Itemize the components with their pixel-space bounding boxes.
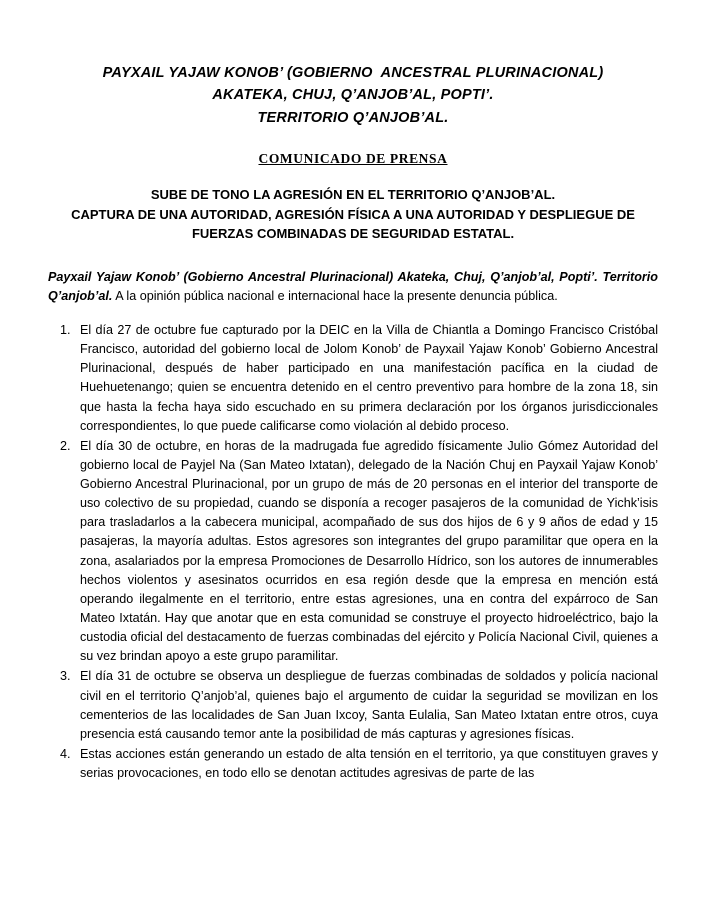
subtitle-line-2: CAPTURA DE UNA AUTORIDAD, AGRESIÓN FÍSICA A UNA AUTORIDAD Y DESPLIEGUE DE <box>71 206 635 222</box>
document-title <box>48 62 658 129</box>
list-item: 1. El día 27 de octubre fue capturado por la DEIC en la Villa de Chiantla a Domingo Francisco Cristóbal Francisco, autoridad del gobierno local de Jolom Konob’ de Payxail Yajaw Konob’ Gobierno Ancestral Plurinacional, después de haber participado en una manifestación pacífica en la ciudad de Huehuetenango; quien se encuentra detenido en el centro preventivo para hombre de la zona 18, sin que hasta la fecha haya sido escuchado en su primera declaración por los órganos jurisdiccionales correspondientes, lo que puede calificarse como violación al debido proceso. <box>74 321 658 436</box>
subtitle-line-3: FUERZAS COMBINADAS DE SEGURIDAD ESTATAL. <box>191 226 515 242</box>
lead-emphasis: Payxail Yajaw Konob’ (Gobierno Ancestral Plurinacional) Akateka, Chuj, Q’anjob’al, Popti’. Territorio Q’anjob’al. <box>48 269 658 304</box>
document-subtitle <box>48 185 658 244</box>
lead-paragraph <box>48 268 658 307</box>
numbered-list <box>48 321 658 783</box>
lead-rest: A la opinión pública nacional e internacional hace la presente denuncia pública. <box>112 289 558 304</box>
list-item: 3. El día 31 de octubre se observa un despliegue de fuerzas combinadas de soldados y policía nacional civil en el territorio Q’anjob’al, quienes bajo el argumento de cuidar la seguridad se movilizan en los cementerios de las localidades de San Juan Ixcoy, Santa Eulalia, San Mateo Ixtatan entre otros, cuya presencia está causando temor ante la posibilidad de más capturas y agresiones físicas. <box>74 667 658 744</box>
title-line-1: PAYXAIL YAJAW KONOB’ (GOBIERNO ANCESTRAL PLURINACIONAL) <box>102 65 604 81</box>
subtitle-line-1: SUBE DE TONO LA AGRESIÓN EN EL TERRITORIO Q’ANJOB’AL. <box>150 187 556 203</box>
title-line-2: AKATEKA, CHUJ, Q’ANJOB’AL, POPTI’. <box>212 87 494 104</box>
list-item: 4. Estas acciones están generando un estado de alta tensión en el territorio, ya que constituyen graves y serias provocaciones, en todo ello se denotan actitudes agresivas de parte de las <box>74 745 658 783</box>
title-line-3: TERRITORIO Q’ANJOB’AL. <box>257 109 449 126</box>
list-item: 2. El día 30 de octubre, en horas de la madrugada fue agredido físicamente Julio Gómez Autoridad del gobierno local de Payjel Na (San Mateo Ixtatan), delegado de la Nación Chuj en Payxail Yajaw Konob’ Gobierno Ancestral Plurinacional, por un grupo de más de 20 personas en el interior del transporte de uso colectivo de su propiedad, cuando se disponía a recoger pasajeros de la comunidad de Yichk’isis para trasladarlos a la cabecera municipal, acompañado de sus dos hijos de 6 y 9 años de edad y 15 pasajeras, la mayoría adultas. Estos agresores son integrantes del grupo paramilitar que opera en la zona, asalariados por la empresa Promociones de Desarrollo Hídrico, son los autores de innumerables hechos violentos y asesinatos ocurridos en esa región desde que la empresa en mención está operando ilegalmente en el territorio, entre estas agresiones, una en contra del expárroco de San Mateo Ixtatán. Hay que anotar que en esta comunidad se construye el proyecto hidroeléctrico, bajo la custodia oficial del destacamento de fuerzas combinadas del ejército y Policía Nacional Civil, quienes a su vez brindan apoyo a este grupo paramilitar. <box>74 437 658 667</box>
press-release-label: COMUNICADO DE PRENSA <box>258 151 448 167</box>
